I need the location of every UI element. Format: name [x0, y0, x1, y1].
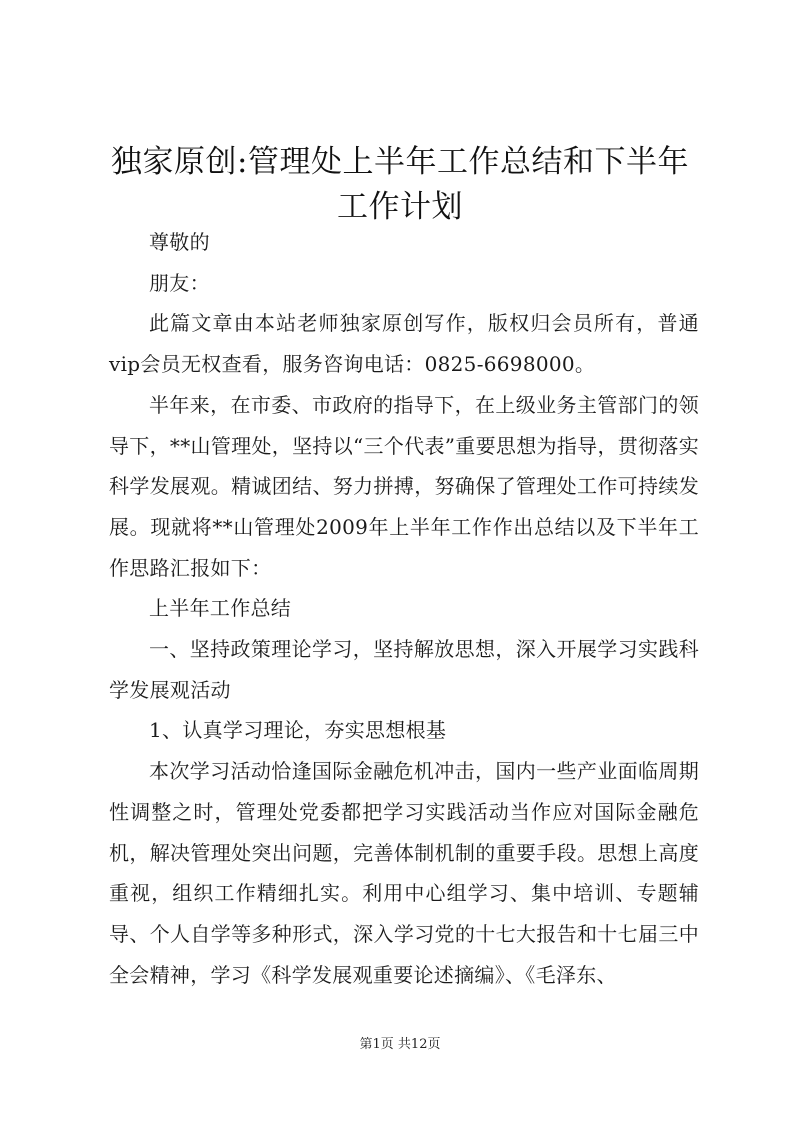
paragraph-salutation: 尊敬的 — [149, 230, 210, 254]
page-footer — [0, 1036, 800, 1054]
document-body — [109, 222, 699, 995]
section-heading-theory-study: 一、坚持政策理论学习，坚持解放思想，深入开展学习实践科学发展观活动 — [109, 637, 699, 702]
section-heading-first-half-summary: 上半年工作总结 — [149, 596, 292, 621]
page-number: 第1页 共12页 — [359, 1037, 441, 1052]
subsection-heading-study-theory: 1、认真学习理论，夯实思想根基 — [149, 718, 447, 743]
paragraph-copyright-notice: 此篇文章由本站老师独家原创写作，版权归会员所有，普通vip会员无权查看，服务咨询电话：0825-6698000。 — [109, 311, 699, 377]
paragraph-study-activity: 本次学习活动恰逢国际金融危机冲击，国内一些产业面临周期性调整之时，管理处党委都把学习实践活动当作应对国际金融危机，解决管理处突出问题，完善体制机制的重要手段。思想上高度重视，组织工作精细扎实。利用中心组学习、集中培训、专题辅导、个人自学等多种形式，深入学习党的十七大报告和十七届三中全会精神，学习《科学发展观重要论述摘编》、《毛泽东、 — [109, 759, 699, 987]
paragraph-addressee: 朋友： — [149, 270, 210, 295]
document-title: 独家原创:管理处上半年工作总结和下半年工作计划 — [111, 144, 689, 225]
paragraph-introduction: 半年来，在市委、市政府的指导下，在上级业务主管部门的领导下，**山管理处，坚持以“三个代表”重要思想为指导，贯彻落实科学发展观。精诚团结、努力拼搏，努确保了管理处工作可持续发展。现就将**山管理处2009年上半年工作作出总结以及下半年工作思路汇报如下： — [109, 392, 699, 580]
